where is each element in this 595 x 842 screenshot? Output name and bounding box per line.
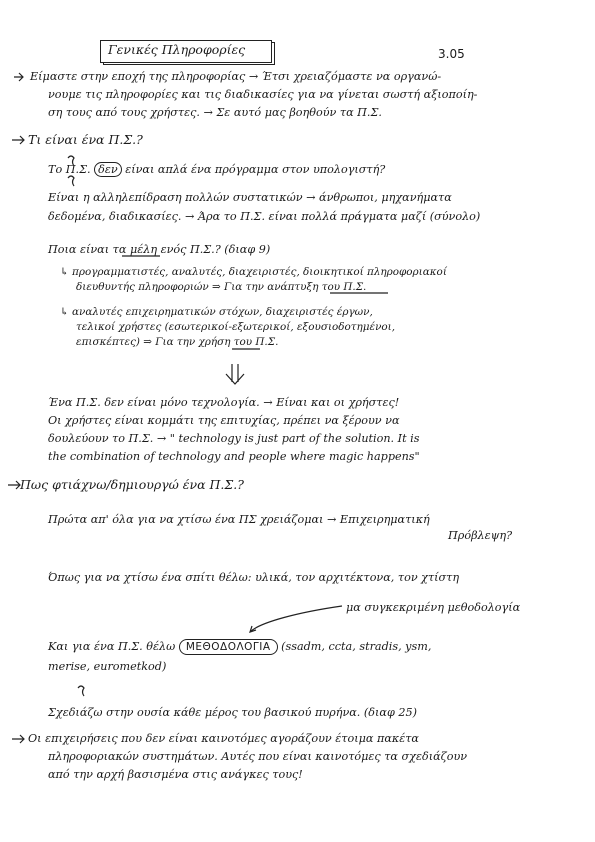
interaction-line-1: Είναι η αλληλεπίδραση πολλών συστατικών → άνθρωποι, μηχανήματα [48, 191, 452, 204]
innovation-line-1: Οι επιχειρήσεις που δεν είναι καινοτόμες αγοράζουν έτοιμα πακέτα [28, 732, 419, 745]
methodology-line: Και για ένα Π.Σ. θέλω ΜΕΘΟΔΟΛΟΓΙΑ (ssadm, ccta, stradis, ysm, [48, 640, 432, 653]
members-dev-line-2: διευθυντής πληροφοριών ⇒ Για την ανάπτυξη του Π.Σ. [76, 281, 367, 293]
members-use-line-2: τελικοί χρήστες (εσωτερικοί-εξωτερικοί, εξουσιοδοτημένοι, [76, 321, 396, 333]
users-success-line-3: the combination of technology and people where magic happens" [48, 450, 420, 463]
users-success-line-2: δουλεύουν το Π.Σ. → " technology is just part of the solution. It is [48, 432, 420, 445]
first-of-all-line: Πρώτα απ' όλα για να χτίσω ένα ΠΣ χρειάζομαι → Επιχειρηματική [48, 513, 430, 526]
page-title: Γενικές Πληροφορίες [108, 42, 246, 57]
members-question: Ποια είναι τα μέλη ενός Π.Σ.? (διαφ 9) [48, 243, 271, 256]
business-forecast: Πρόβλεψη? [448, 529, 513, 542]
circled-den: δεν [94, 162, 122, 177]
innovation-line-3: από την αρχή βασισμένα στις ανάγκες τους! [48, 768, 303, 781]
intro-line-3: ση τους από τους χρήστες. → Σε αυτό μας βοηθούν τα Π.Σ. [48, 106, 382, 119]
intro-line-1: Είμαστε στην εποχή της πληροφορίας → Έτσι χρειαζόμαστε να οργανώ- [30, 70, 442, 83]
double-down-arrow-icon [226, 364, 244, 384]
intro-line-2: νουμε τις πληροφορίες και τις διαδικασίες για να γίνεται σωστή αξιοποίη- [48, 88, 478, 101]
interaction-line-2: δεδομένα, διαδικασίες. → Άρα το Π.Σ. είναι πολλά πράγματα μαζί (σύνολο) [48, 210, 481, 223]
is-not-just-program-line: Το Π.Σ. δεν είναι απλά ένα πρόγραμμα στον υπολογιστή? [48, 163, 386, 176]
bullet-arrow-icon [14, 73, 23, 81]
bullet-arrow-icon [12, 735, 24, 743]
house-analogy-line: Όπως για να χτίσω ένα σπίτι θέλω: υλικά, τον αρχιτέκτονα, τον χτίστη [48, 571, 460, 584]
not-only-technology-line: Ένα Π.Σ. δεν είναι μόνο τεχνολογία. → Είναι και οι χρήστες! [48, 396, 400, 409]
bullet-arrow-icon [12, 136, 24, 144]
page-number: 3.05 [438, 47, 465, 61]
question-what-is-is: Τι είναι ένα Π.Σ.? [28, 132, 143, 147]
methodology-list-cont: merise, eurometkod) [48, 660, 167, 673]
members-dev-line-1: ↳ προγραμματιστές, αναλυτές, διαχειριστές, διοικητικοί πληροφοριακοί [60, 266, 447, 278]
users-success-line-1: Οι χρήστες είναι κομμάτι της επιτυχίας, πρέπει να ξέρουν να [48, 414, 400, 427]
circled-methodology: ΜΕΘΟΔΟΛΟΓΙΑ [179, 639, 278, 655]
question-how-to-build: Πως φτιάχνω/δημιουργώ ένα Π.Σ.? [20, 477, 244, 492]
specific-methodology: μα συγκεκριμένη μεθοδολογία [346, 601, 521, 614]
innovation-line-2: πληροφοριακών συστημάτων. Αυτές που είναι καινοτόμες τα σχεδιάζουν [48, 750, 468, 763]
design-core-line: Σχεδιάζω στην ουσία κάθε μέρος του βασικού πυρήνα. (διαφ 25) [48, 706, 417, 719]
arrow-to-methodology-icon [250, 606, 342, 632]
members-use-line-1: ↳ αναλυτές επιχειρηματικών στόχων, διαχειριστές έργων, [60, 306, 373, 318]
members-use-line-3: επισκέπτες) ⇒ Για την χρήση του Π.Σ. [76, 336, 279, 348]
bullet-arrow-icon [8, 481, 20, 489]
